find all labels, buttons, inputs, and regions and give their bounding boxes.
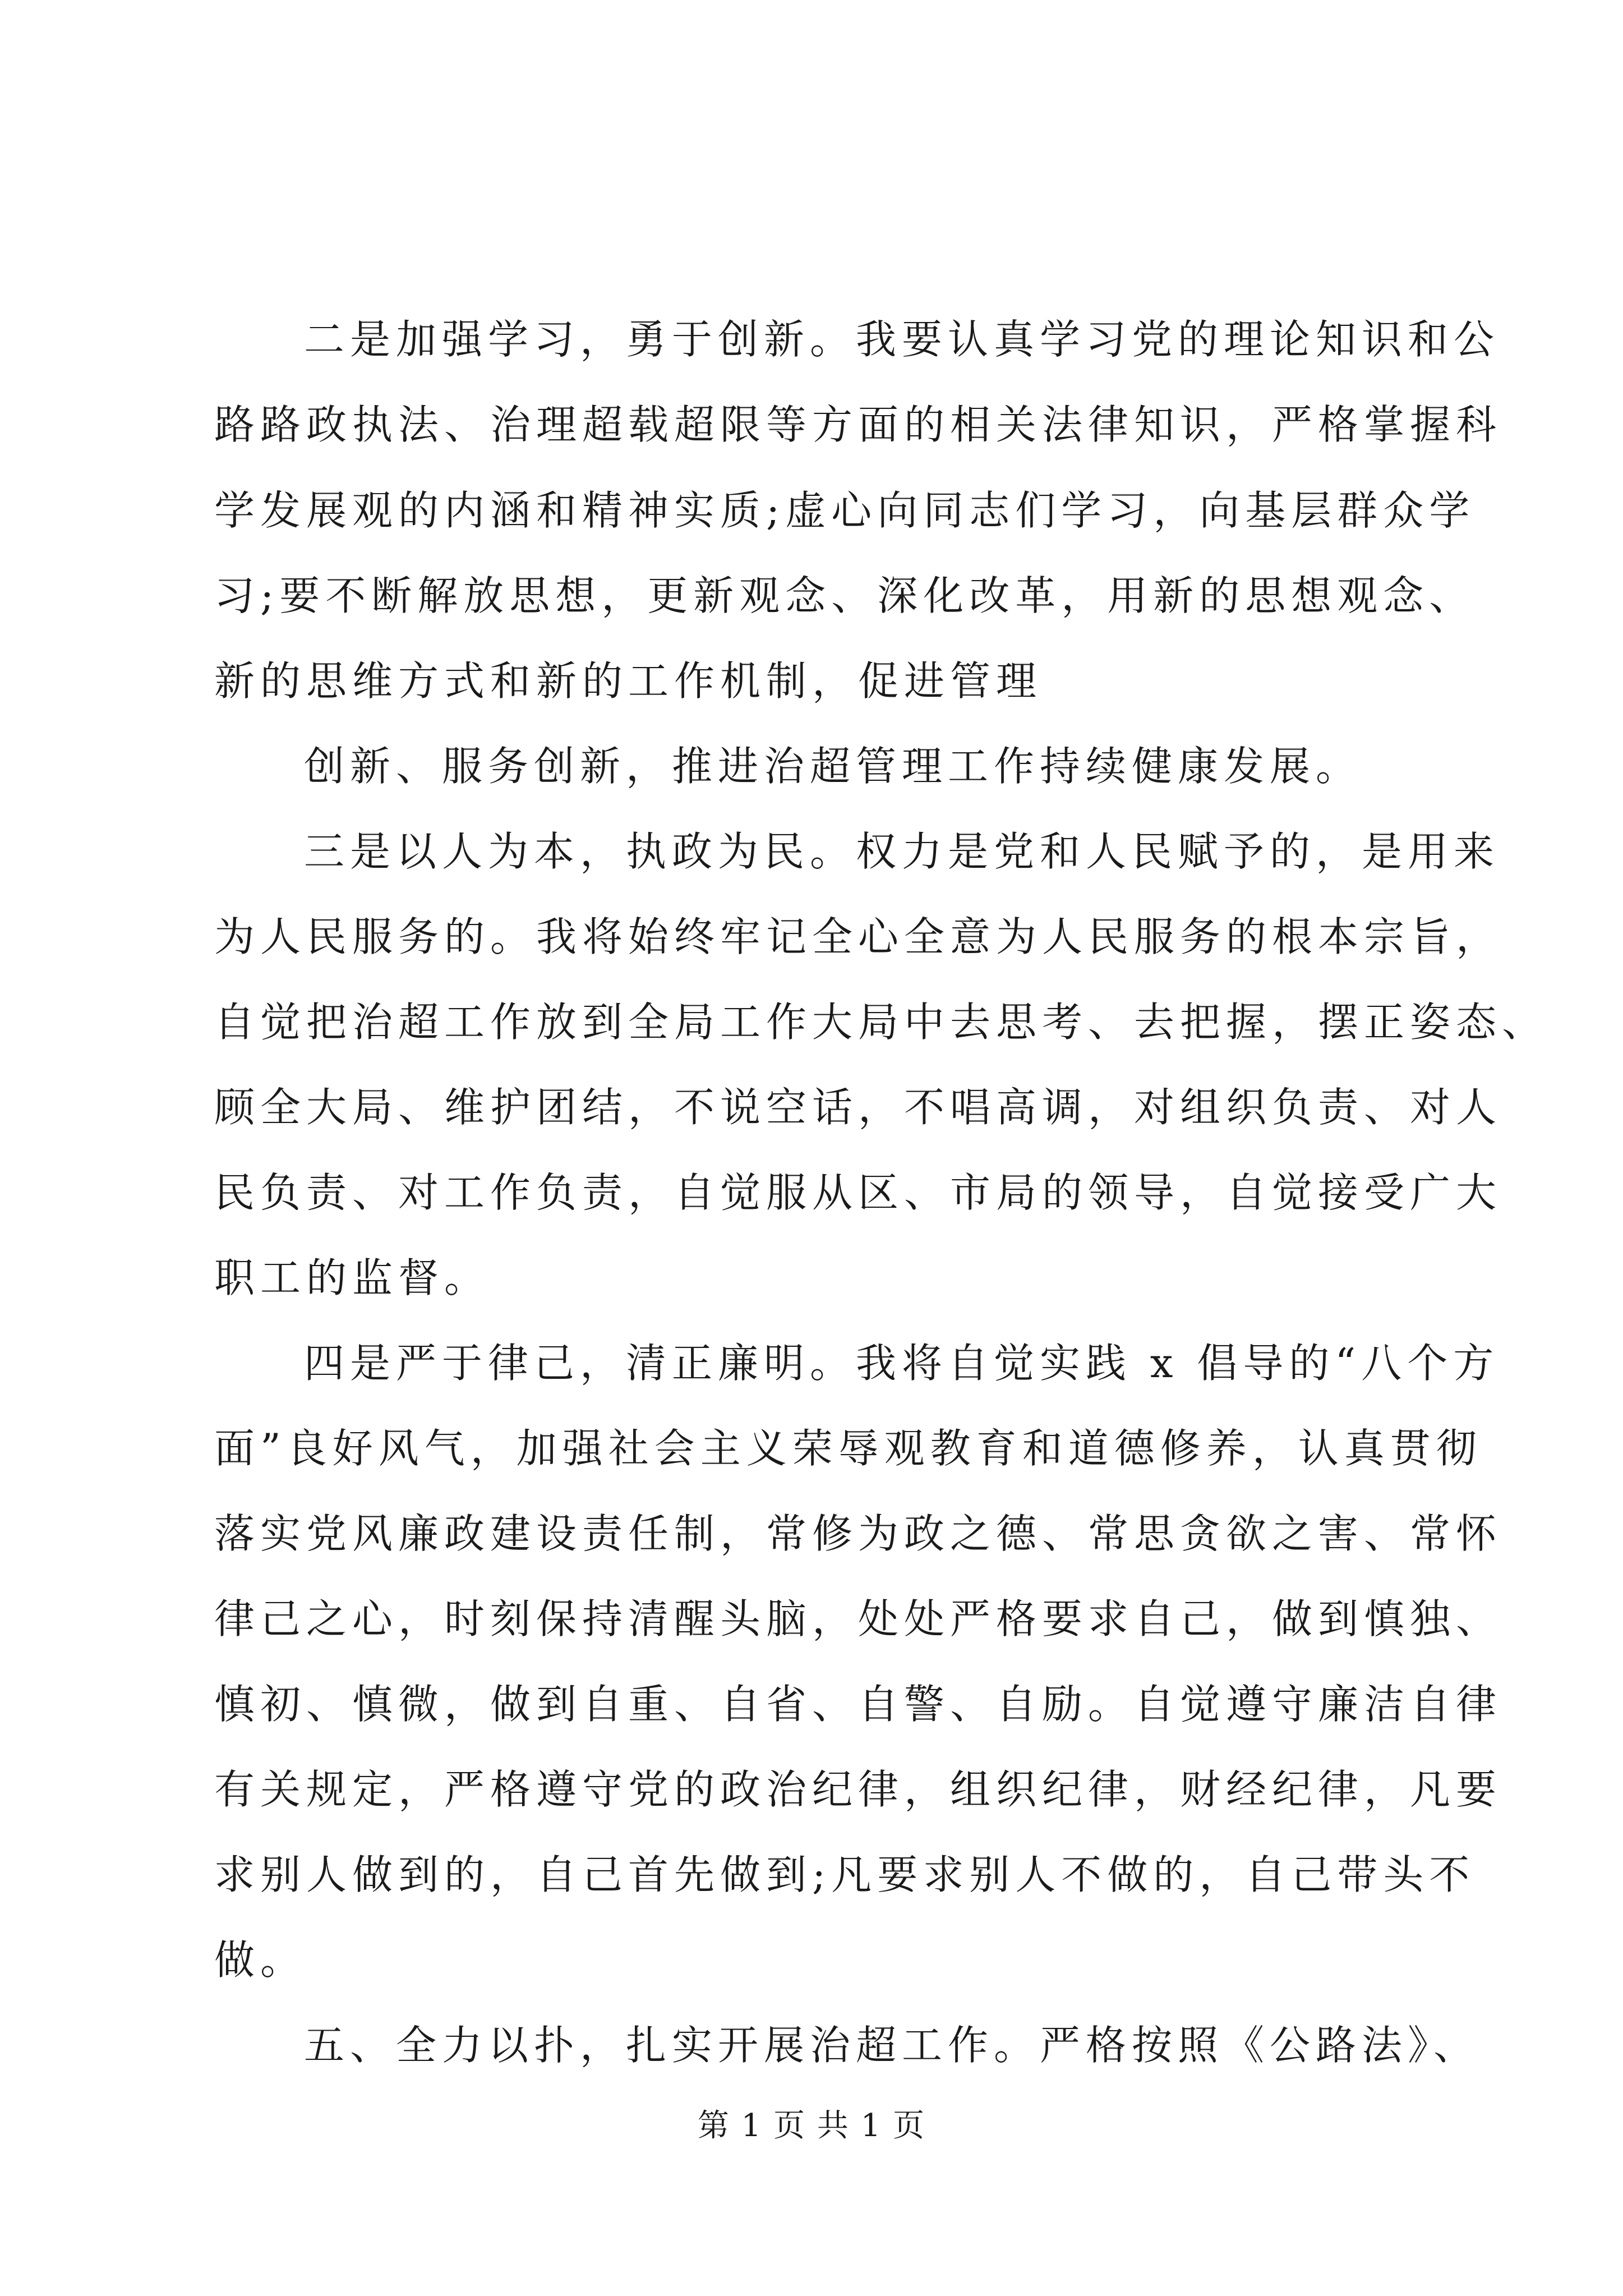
paragraph-1-line-4: 习;要不断解放思想，更新观念、深化改革，用新的思想观念、 [214, 572, 1476, 619]
paragraph-2-line-1: 创新、服务创新，推进治超管理工作持续健康发展。 [304, 743, 1362, 790]
paragraph-3-line-6: 职工的监督。 [214, 1254, 491, 1301]
paragraph-1-line-2: 路路政执法、治理超载超限等方面的相关法律知识，严格掌握科 [214, 401, 1502, 448]
paragraph-4-line-2: 面”良好风气，加强社会主义荣辱观教育和道德修养，认真贯彻 [214, 1425, 1482, 1472]
paragraph-4-line-3: 落实党风廉政建设责任制，常修为政之德、常思贪欲之害、常怀 [214, 1510, 1502, 1557]
paragraph-4-line-6: 有关规定，严格遵守党的政治纪律，组织纪律，财经纪律，凡要 [214, 1766, 1502, 1813]
paragraph-4-line-5: 慎初、慎微，做到自重、自省、自警、自励。自觉遵守廉洁自律 [214, 1681, 1502, 1728]
paragraph-3-line-4: 顾全大局、维护团结，不说空话，不唱高调，对组织负责、对人 [214, 1084, 1502, 1131]
paragraph-1-line-1: 二是加强学习，勇于创新。我要认真学习党的理论知识和公 [304, 316, 1500, 363]
paragraph-4-line-1: 四是严于律己，清正廉明。我将自觉实践 x 倡导的“八个方 [304, 1340, 1500, 1387]
paragraph-3-line-2: 为人民服务的。我将始终牢记全心全意为人民服务的根本宗旨， [214, 913, 1502, 960]
paragraph-3-line-3: 自觉把治超工作放到全局工作大局中去思考、去把握，摆正姿态、 [214, 999, 1548, 1046]
paragraph-3-line-5: 民负责、对工作负责，自觉服从区、市局的领导，自觉接受广大 [214, 1169, 1502, 1216]
paragraph-4-line-7: 求别人做到的，自己首先做到;凡要求别人不做的，自己带头不 [214, 1851, 1476, 1898]
paragraph-4-line-8: 做。 [214, 1936, 307, 1984]
paragraph-3-line-1: 三是以人为本，执政为民。权力是党和人民赋予的，是用来 [304, 828, 1500, 875]
page-footer: 第 1 页 共 1 页 [697, 2108, 926, 2144]
paragraph-1-line-3: 学发展观的内涵和精神实质;虚心向同志们学习，向基层群众学 [214, 487, 1476, 534]
paragraph-5-line-1: 五、全力以扑，扎实开展治超工作。严格按照《公路法》、 [304, 2022, 1480, 2069]
paragraph-1-line-5: 新的思维方式和新的工作机制，促进管理 [214, 657, 1043, 705]
paragraph-4-line-4: 律己之心，时刻保持清醒头脑，处处严格要求自己，做到慎独、 [214, 1595, 1502, 1642]
